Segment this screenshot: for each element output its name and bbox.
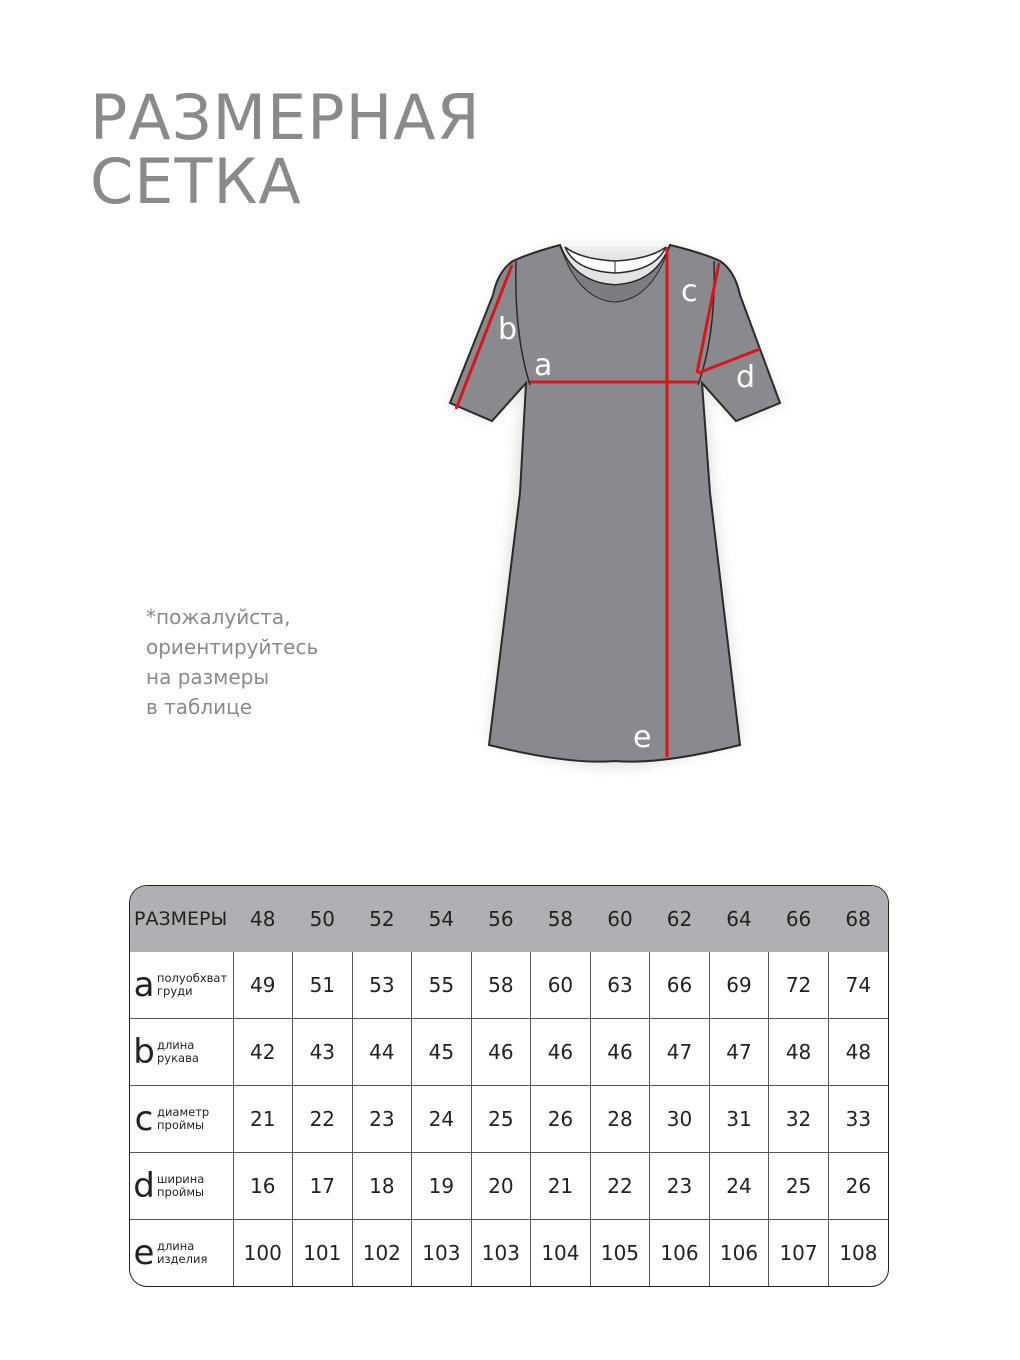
size-header-cell: 48: [233, 886, 293, 952]
measurement-cell: 32: [769, 1085, 829, 1152]
row-label: [130, 1220, 233, 1286]
measurement-cell: 55: [412, 952, 472, 1018]
measurement-row-a: [130, 952, 888, 1018]
measurement-cell: 44: [352, 1018, 412, 1085]
measurement-cell: 53: [352, 952, 412, 1018]
measurement-cell: 24: [412, 1085, 472, 1152]
measurement-cell: 60: [531, 952, 591, 1018]
size-note-line-3: на размеры: [146, 665, 270, 689]
measurement-cell: 21: [233, 1085, 293, 1152]
size-header-cell: 52: [352, 886, 412, 952]
size-header-cell: 68: [828, 886, 888, 952]
size-header-cell: 50: [293, 886, 353, 952]
row-description-line-2: проймы: [157, 1185, 205, 1200]
measurement-cell: 72: [769, 952, 829, 1018]
measurement-cell: 25: [769, 1153, 829, 1220]
measurement-cell: 28: [590, 1085, 650, 1152]
measurement-cell: 107: [769, 1220, 829, 1286]
label-c: c: [681, 274, 698, 309]
measurement-cell: 26: [531, 1085, 591, 1152]
measurement-cell: 46: [590, 1018, 650, 1085]
measurement-cell: 49: [233, 952, 293, 1018]
row-description-line-2: изделия: [157, 1252, 208, 1267]
measurement-cell: 48: [828, 1018, 888, 1085]
size-header-cell: 56: [471, 886, 531, 952]
measurement-cell: 17: [293, 1153, 353, 1220]
row-letter: a: [133, 964, 155, 1005]
measurement-cell: 102: [352, 1220, 412, 1286]
measurement-cell: 46: [471, 1018, 531, 1085]
measurement-row-b: [130, 1018, 888, 1085]
row-description-line-2: рукава: [157, 1050, 199, 1065]
measurement-cell: 47: [650, 1018, 710, 1085]
row-label: [130, 952, 233, 1018]
label-b: b: [498, 312, 518, 347]
measurement-cell: 31: [709, 1085, 769, 1152]
label-a: a: [534, 348, 553, 383]
row-description-line-1: длина: [157, 1239, 195, 1254]
row-label: [130, 1085, 233, 1152]
row-letter: c: [134, 1098, 154, 1139]
measurement-cell: 21: [531, 1153, 591, 1220]
measurement-cell: 30: [650, 1085, 710, 1152]
measurement-cell: 104: [531, 1220, 591, 1286]
measurement-cell: 105: [590, 1220, 650, 1286]
size-header-cell: 58: [531, 886, 591, 952]
measurement-cell: 46: [531, 1018, 591, 1085]
size-table-grid: [130, 886, 888, 1286]
row-label: [130, 1018, 233, 1085]
measurement-cell: 108: [828, 1220, 888, 1286]
measurement-cell: 51: [293, 952, 353, 1018]
page-title-line-2: СЕТКА: [90, 145, 302, 218]
label-d: d: [736, 360, 756, 395]
measurement-cell: 23: [352, 1085, 412, 1152]
measurement-cell: 23: [650, 1153, 710, 1220]
row-letter: e: [133, 1233, 155, 1274]
measurement-cell: 25: [471, 1085, 531, 1152]
size-note-line-4: в таблице: [146, 695, 253, 719]
page-title-line-1: РАЗМЕРНАЯ: [90, 81, 481, 154]
measurement-cell: 106: [650, 1220, 710, 1286]
measurement-cell: 22: [590, 1153, 650, 1220]
label-e: e: [633, 720, 652, 755]
row-letter: d: [133, 1166, 155, 1207]
measurement-cell: 100: [233, 1220, 293, 1286]
size-header-cell: 66: [769, 886, 829, 952]
measurement-cell: 20: [471, 1153, 531, 1220]
measurement-cell: 69: [709, 952, 769, 1018]
measurement-cell: 74: [828, 952, 888, 1018]
measurement-cell: 16: [233, 1153, 293, 1220]
row-description: [157, 1039, 199, 1065]
row-description-line-1: диаметр: [157, 1104, 210, 1119]
measurement-cell: 45: [412, 1018, 472, 1085]
measurement-row-e: [130, 1220, 888, 1286]
measurement-cell: 47: [709, 1018, 769, 1085]
measurement-cell: 22: [293, 1085, 353, 1152]
row-description-line-2: проймы: [157, 1117, 205, 1132]
measurement-cell: 18: [352, 1153, 412, 1220]
size-table: [129, 885, 889, 1287]
size-note: [146, 602, 318, 722]
measurement-row-c: [130, 1085, 888, 1152]
row-description: [157, 972, 227, 998]
size-header-cell: 60: [590, 886, 650, 952]
size-note-line-1: *пожалуйста,: [146, 605, 291, 629]
measurement-cell: 101: [293, 1220, 353, 1286]
measurement-cell: 43: [293, 1018, 353, 1085]
measurement-cell: 63: [590, 952, 650, 1018]
size-header-cell: 62: [650, 886, 710, 952]
measurement-cell: 24: [709, 1153, 769, 1220]
row-description-line-1: полуобхват: [157, 970, 228, 985]
measurement-cell: 58: [471, 952, 531, 1018]
size-header-label: РАЗМЕРЫ: [130, 886, 233, 952]
size-note-line-2: ориентируйтесь: [146, 635, 319, 659]
measurement-cell: 42: [233, 1018, 293, 1085]
row-description-line-2: груди: [157, 983, 193, 998]
row-letter: b: [133, 1031, 155, 1072]
row-label: [130, 1153, 233, 1220]
measurement-cell: 103: [471, 1220, 531, 1286]
dress-diagram: [430, 225, 800, 785]
size-header-cell: 64: [709, 886, 769, 952]
page-title: [90, 81, 481, 218]
measurement-cell: 33: [828, 1085, 888, 1152]
row-description: [157, 1106, 209, 1132]
row-description-line-1: длина: [157, 1037, 195, 1052]
row-description-line-1: ширина: [157, 1172, 205, 1187]
measurement-cell: 103: [412, 1220, 472, 1286]
measurement-cell: 106: [709, 1220, 769, 1286]
measurement-cell: 26: [828, 1153, 888, 1220]
row-description: [157, 1173, 204, 1199]
measurement-row-d: [130, 1153, 888, 1220]
row-description: [157, 1240, 207, 1266]
measurement-cell: 66: [650, 952, 710, 1018]
size-header-cell: 54: [412, 886, 472, 952]
measurement-cell: 19: [412, 1153, 472, 1220]
measurement-cell: 48: [769, 1018, 829, 1085]
size-header-row: [130, 886, 888, 952]
